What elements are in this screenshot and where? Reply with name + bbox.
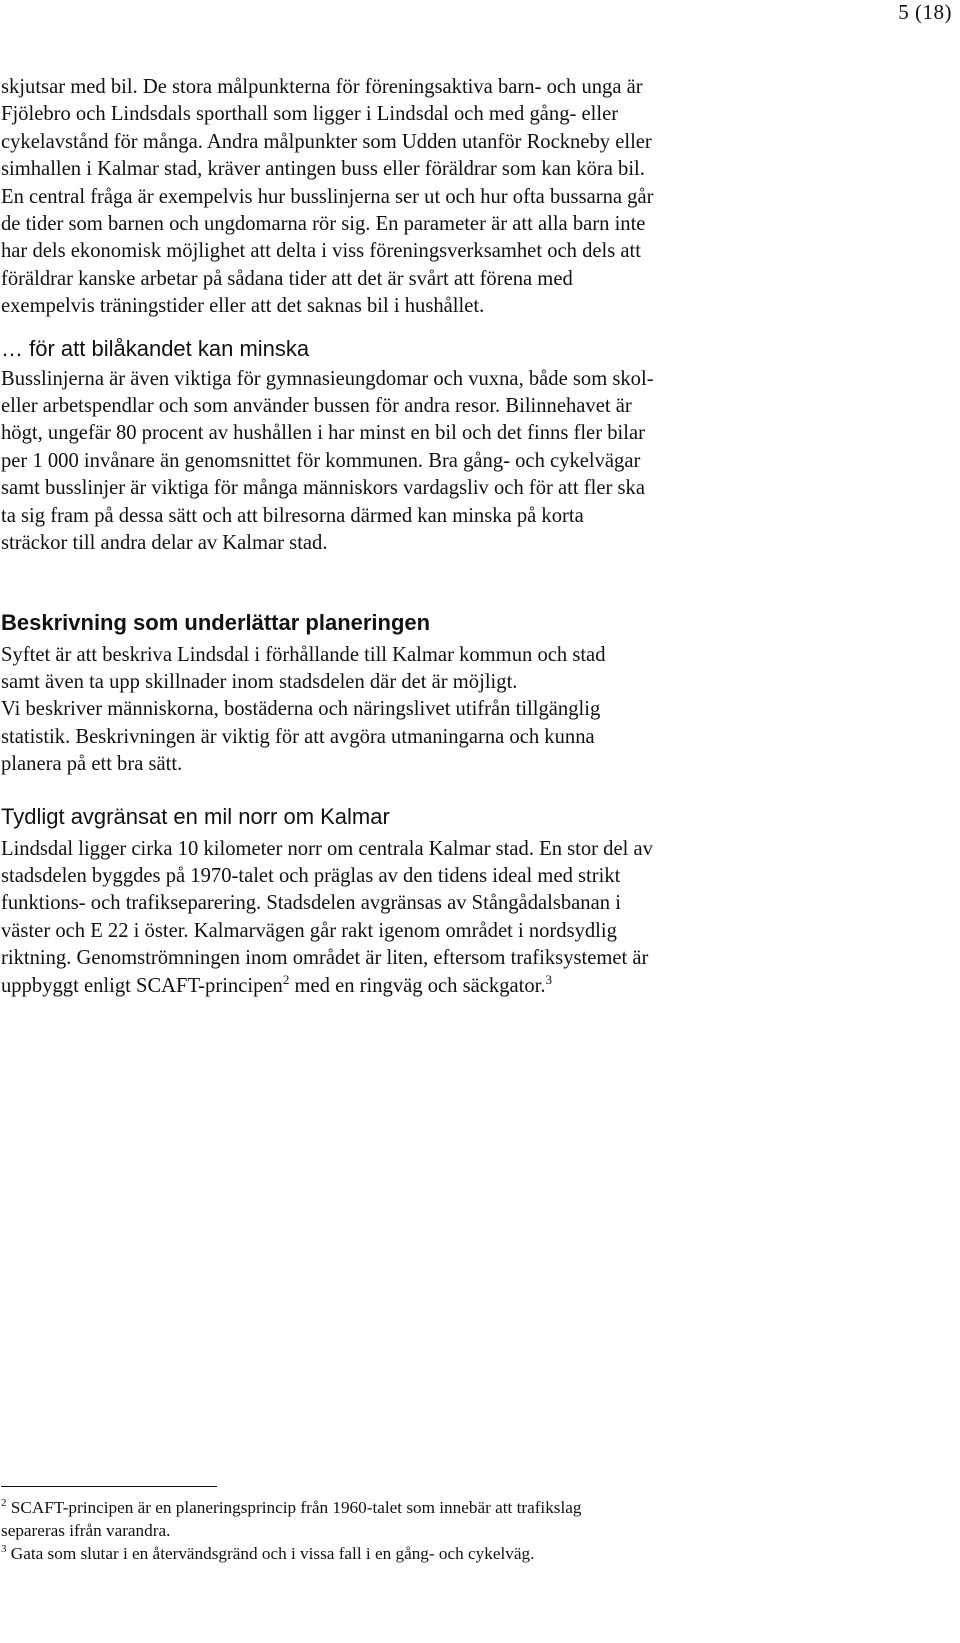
text-line: Busslinjerna är även viktiga för gymnasieungdomar och vuxna, både som skol-: [1, 367, 654, 390]
footnote-item: [1, 1542, 959, 1565]
text-line: högt, ungefär 80 procent av hushållen i har minst en bil och det finns fler bilar: [1, 422, 645, 445]
text-segment: uppbyggt enligt SCAFT-principen: [1, 974, 283, 997]
text-line: stadsdelen byggdes på 1970-talet och präglas av den tidens ideal med strikt: [1, 864, 621, 887]
paragraph-purpose: [1, 642, 959, 779]
text-line: skjutsar med bil. De stora målpunkterna för föreningsaktiva barn- och unga är: [1, 76, 643, 98]
text-line: [1, 1542, 959, 1565]
text-line: [1, 973, 959, 1000]
text-line: samt även ta upp skillnader inom stadsdelen där det är möjligt.: [1, 670, 518, 693]
text-line: cykelavstånd för många. Andra målpunkter som Udden utanför Rockneby eller: [1, 130, 652, 153]
text-line: de tider som barnen och ungdomarna rör sig. En parameter är att alla barn inte: [1, 213, 646, 236]
subheading-car-travel: … för att bilåkandet kan minska: [1, 335, 310, 361]
text-line: exempelvis träningstider eller att det saknas bil i hushållet.: [1, 295, 485, 318]
text-line: föräldrar kanske arbetar på sådana tider att det är svårt att förena med: [1, 267, 573, 290]
footnote-ref[interactable]: 2: [282, 971, 290, 987]
text-line: eller arbetspendlar och som använder bussen för andra resor. Bilinnehavet är: [1, 395, 632, 418]
text-line: Lindsdal ligger cirka 10 kilometer norr om centrala Kalmar stad. En stor del av: [1, 837, 653, 860]
text-line: väster och E 22 i öster. Kalmarvägen går rakt igenom området i nordsydlig: [1, 919, 617, 942]
text-line: riktning. Genomströmningen inom området är liten, eftersom trafiksystemet är: [1, 947, 649, 970]
text-segment: med en ringväg och säckgator.: [289, 974, 546, 997]
footnote-text: separeras ifrån varandra.: [1, 1521, 171, 1540]
text-line: Fjölebro och Lindsdals sporthall som ligger i Lindsdal och med gång- eller: [1, 103, 619, 126]
footnote-text: Gata som slutar i en återvändsgränd och i vissa fall i en gång- och cykelväg.: [10, 1544, 535, 1563]
text-line: planera på ett bra sätt.: [1, 753, 183, 776]
page-number: 5 (18): [898, 0, 952, 24]
text-line: [1, 1496, 959, 1519]
text-line: simhallen i Kalmar stad, kräver antingen buss eller föräldrar som kan köra bil.: [1, 158, 645, 181]
footnote-ref[interactable]: 3: [545, 971, 553, 987]
footnote-number: 2: [1, 1497, 7, 1509]
text-line: Vi beskriver människorna, bostäderna och näringslivet utifrån tillgänglig: [1, 698, 601, 721]
text-line: ta sig fram på dessa sätt och att bilresorna därmed kan minska på korta: [1, 504, 584, 527]
paragraph-transport-targets: [1, 74, 959, 321]
page-content: [1, 74, 959, 1000]
text-line: Syftet är att beskriva Lindsdal i förhållande till Kalmar kommun och stad: [1, 643, 606, 666]
footnote-separator: [1, 1486, 217, 1487]
paragraph-bus-lines: [1, 366, 959, 558]
text-line: samt busslinjer är viktiga för många människors vardagsliv och för att fler ska: [1, 477, 645, 500]
text-line: sträckor till andra delar av Kalmar stad.: [1, 532, 328, 555]
text-line: funktions- och trafikseparering. Stadsdelen avgränsas av Stångådalsbanan i: [1, 892, 621, 915]
text-line: har dels ekonomisk möjlighet att delta i viss föreningsverksamhet och dels att: [1, 240, 641, 263]
text-line: statistik. Beskrivningen är viktig för att avgöra utmaningarna och kunna: [1, 725, 595, 748]
section-heading: Beskrivning som underlättar planeringen: [1, 609, 431, 635]
text-line: En central fråga är exempelvis hur busslinjerna ser ut och hur ofta bussarna går: [1, 185, 654, 208]
text-line: per 1 000 invånare än genomsnittet för kommunen. Bra gång- och cykelvägar: [1, 449, 641, 472]
subheading-location: Tydligt avgränsat en mil norr om Kalmar: [1, 803, 390, 829]
footnote-item: [1, 1496, 959, 1542]
paragraph-location: [1, 836, 959, 1000]
footnotes: [1, 1496, 959, 1565]
footnote-number: 3: [1, 1543, 7, 1555]
footnote-text: SCAFT-principen är en planeringsprincip från 1960-talet som innebär att trafikslag: [10, 1498, 582, 1517]
